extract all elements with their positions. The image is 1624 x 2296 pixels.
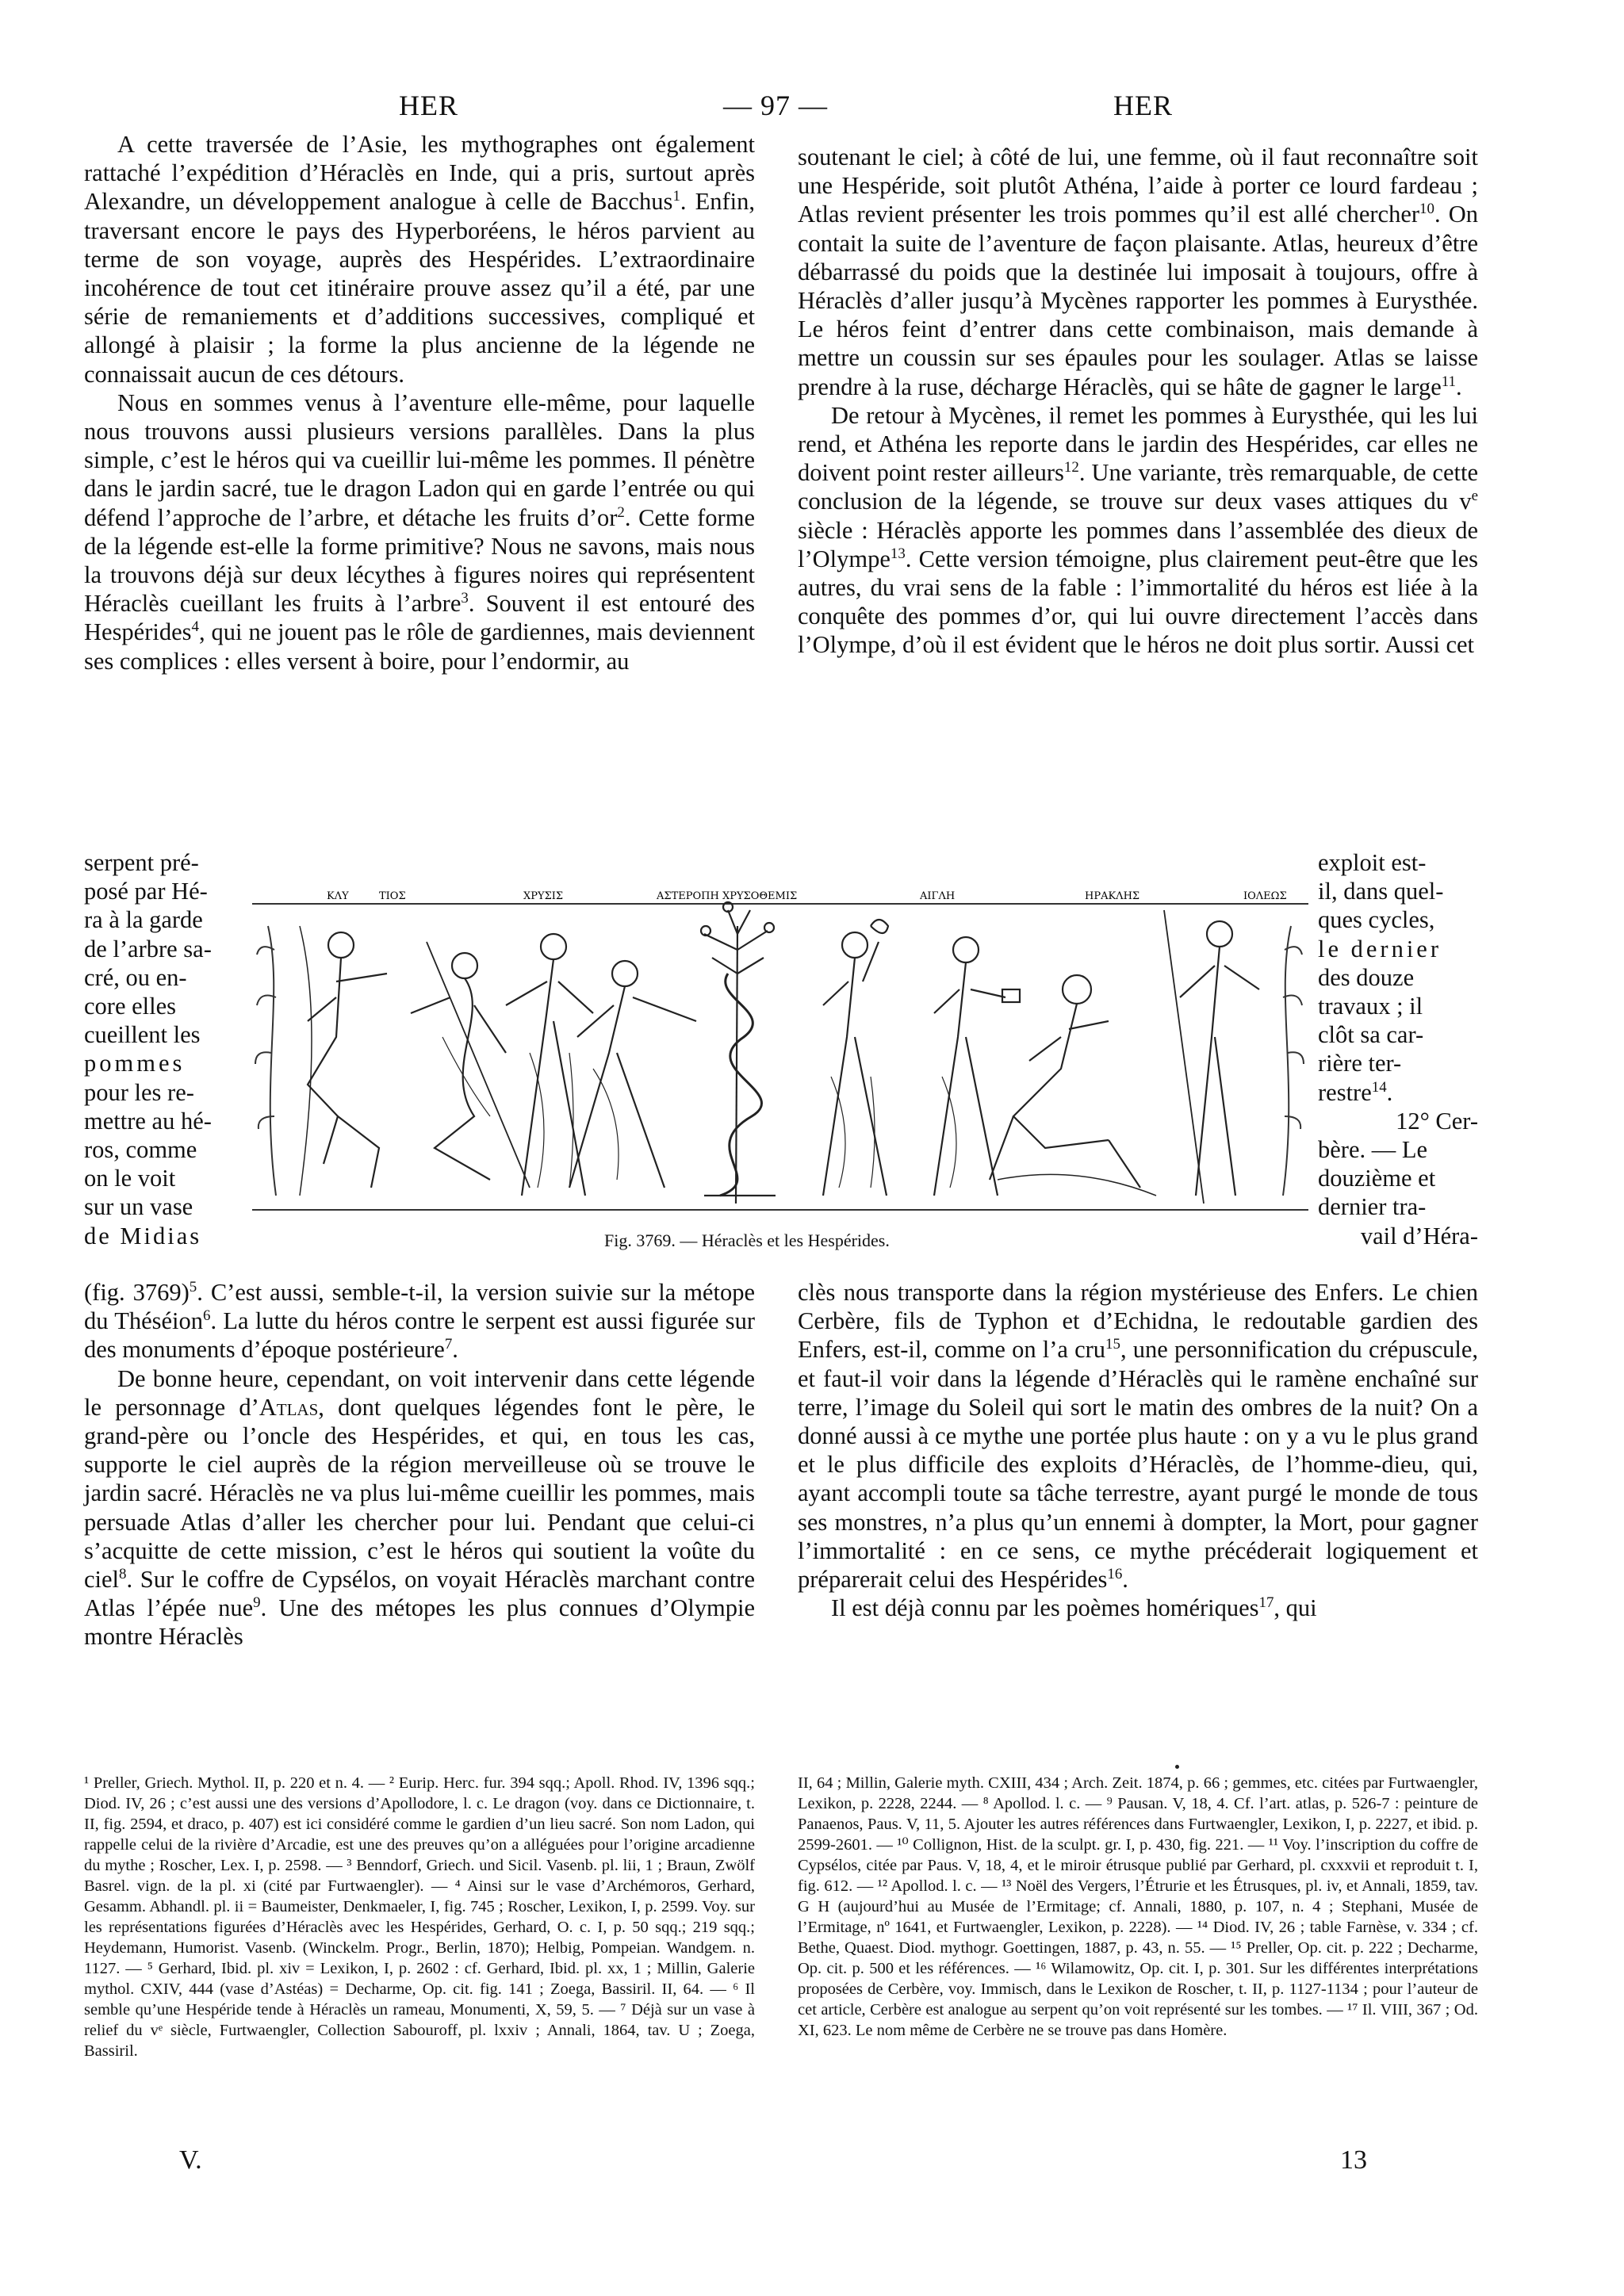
text-line: core elles [84, 993, 176, 1020]
paragraph: clès nous transporte dans la région mystérieuse des Enfers. Le chien Cerbère, fils de Typhon et d’Echidna, le redoutable gardien des Enfers, est-il, comme on l’a cru$^{15}$, une personnification du crépuscule, et faut-il voir dans la légende d’Héraclès qui le ramène enchaîné sur terre, l’image du Soleil qui sort le matin des ombres de la nuit? On a donné aussi à ce mythe une portée plus haute : on y a vu le plus grand et le plus difficile des exploits d’Héraclès, de l’homme-dieu, qui, ayant accompli toute sa tâche terrestre, ayant purgé le monde de tous ses monstres, n’a plus qu’un ennemi à dompter, la Mort, pour gagner l’immortalité : en ce sens, ce mythe précéderait logiquement et préparerait celui des Hespérides$^{16}$. [798, 1279, 1478, 1594]
left-ornament [255, 926, 276, 1196]
text-line: bère. — Le [1318, 1136, 1428, 1164]
sheet-number: 13 [1340, 2145, 1367, 2175]
figure-vase-painting [252, 878, 1308, 1221]
right-column-top [798, 143, 1478, 660]
text-line: exploit est- [1318, 849, 1427, 876]
inscription: ΚΛΥ [327, 890, 349, 902]
paragraph: soutenant le ciel; à côté de lui, une femme, où il faut reconnaître soit une Hespéride, soit plutôt Athéna, l’aide à porter ce lourd fardeau ; Atlas revient présenter les trois pommes qu’il est allé chercher$^{10}$. On contait la suite de l’aventure de façon plaisante. Atlas, heureux d’être débarrassé du poids que la destinée lui imposait à toujours, offre à Héraclès d’aller jusqu’à Mycènes rapporter les pommes à Eurysthée. Le héros feint d’entrer dans cette combinaison, mais demande à mettre un coussin sur ses épaules pour les soulager. Atlas se laisse prendre à la ruse, décharge Héraclès, qui se hâte de gagner le large$^{11}$. [798, 144, 1478, 400]
text-line: dernier tra- [1318, 1193, 1427, 1221]
text-line: clôt sa car- [1318, 1021, 1424, 1049]
text-line: ra à la garde [84, 906, 203, 934]
paragraph: Nous en sommes venus à l’aventure elle-même, pour laquelle nous trouvons aussi plusieurs versions parallèles. Dans la plus simple, c’est le héros qui va cueillir lui-même les pommes. Il pénètre dans le jardin sacré, tue le dragon Ladon qui en garde l’entrée ou qui défend l’approche de l’arbre, et détache les fruits $d’or^2$. Cette forme de la légende est-elle la forme primitive? Nous ne savons, mais nous la trouvons déjà sur deux lécythes à figures noires qui représentent Héraclès cueillant les fruits à l’arbre$^3$. Souvent il est entouré des Hespérides$^4$, qui ne jouent pas le rôle de gardiennes, mais deviennent ses complices : elles versent à boire, pour l’endormir, au [84, 388, 755, 675]
left-column-bottom [84, 1278, 755, 1651]
text-line: rière ter- [1318, 1050, 1402, 1077]
footnotes-right: II, 64 ; Millin, Galerie myth. CXIII, 434 ; Arch. Zeit. 1874, p. 66 ; gemmes, etc. citées par Furtwaengler, Lexikon, p. 2228, 2244. — ⁸ Apollod. l. c. — ⁹ Pausan. V, 18, 4. Cf. l’art. atlas, p. 526-7 : peinture de Panaenos, Paus. V, 11, 5. Ajouter les autres références dans Furtwaengler, Lexikon, I, p. 2227, et ibid. p. 2599-2601. — ¹⁰ Collignon, Hist. de la sculpt. gr. I, p. 430, fig. 221. — ¹¹ Voy. l’inscription du coffre de Cypsélos, citée par Paus. V, 18, 4, et le miroir étrusque publié par Gerhard, pl. cxxxvii et reproduit t. I, fig. 612. — ¹² Apollod. l. c. — ¹³ Noël des Vergers, l’Étrurie et les Étrusques, pl. iv, et Annali, 1859, tav. G H (aujourd’hui au Musée de l’Ermitage; cf. Annali, 1880, p. 107, n. 4 ; Stephani, Musée de l’Ermitage, nº 1641, et Furtwaengler, Lexikon, p. 2228). — ¹⁴ Diod. IV, 26 ; table Farnèse, v. 334 ; cf. Bethe, Quaest. Diod. mythogr. Goettingen, 1887, p. 43, n. 55. — ¹⁵ Preller, Op. cit. p. 222 ; Decharme, Op. cit. p. 500 et les références. — ¹⁶ Wilamowitz, Op. cit. I, p. 301. Sur les différentes interprétations proposées de Cerbère, voy. Immisch, dans le Lexikon de Roscher, t. II, p. 1127-1134 ; pour l’auteur de cet article, Cerbère est analogue au serpent qu’on voit représenté sur les tombes. — ¹⁷ Il. VIII, 367 ; Od. XI, 623. Le nom même de Cerbère ne se trouve pas dans Homère. [798, 1774, 1478, 2039]
inscription: ΑΙΓΛΗ [920, 890, 956, 902]
figure-seated-heracles [990, 975, 1156, 1196]
text-line: de l’arbre sa- [84, 935, 212, 962]
paragraph: (fig. 3769)$^5$. C’est aussi, semble-t-il, la version suivie sur la métope du Théséion$^6$. La lutte du héros contre le serpent est aussi figurée sur des monuments d’époque postérieure$^7$. [84, 1278, 755, 1364]
text-line: 12° Cer- [1396, 1107, 1478, 1135]
left-narrow-column [84, 848, 243, 1250]
figure-kneeling-youth [300, 926, 387, 1196]
paragraph: Il est déjà connu par les poèmes homériques$^{17}$, qui [831, 1594, 1317, 1622]
signature-mark: V. [179, 2145, 202, 2175]
inscription: ΤΙΟΣ [379, 890, 406, 902]
text-line: cueillent les [84, 1021, 201, 1049]
text-line: douzième et [1318, 1165, 1436, 1192]
text-line: travaux ; il [1318, 993, 1423, 1020]
figure-standing-hesperid [506, 934, 593, 1196]
separator-dot [1175, 1765, 1179, 1769]
right-ornament [1283, 926, 1304, 1196]
figure-caption: Fig. 3769. — Héraclès et les Hespérides. [604, 1230, 890, 1250]
paragraph: De retour à Mycènes, il remet les pommes à Eurysthée, qui les lui rend, et Athéna les reporte dans le jardin des Hespérides, car elles ne doivent point rester ailleurs$^{12}$. Une variante, très remarquable, de cette conclusion de la légende, se trouve sur deux vases attiques du $v^e$ siècle : Héraclès apporte les pommes dans l’assemblée des dieux de l’Olympe$^{13}$. Cette version témoigne, plus clairement peut-être que les autres, du vrai sens de la fable : l’immortalité du héros est liée à la conquête des pommes d’or, qui lui ouvre directement l’accès dans l’Olympe, d’où il est évident que le héros ne doit plus sortir. Aussi cet [798, 401, 1478, 659]
text-line: on le voit [84, 1165, 176, 1192]
text-line: ros, comme [84, 1136, 197, 1164]
running-head-right: HER [1113, 90, 1173, 121]
paragraph: De bonne heure, cependant, on voit intervenir dans cette légende le personnage d’Atlas, dont quelques légendes font le père, le grand-père ou l’oncle des Hespérides, et qui, en tous les cas, supporte le ciel auprès de la région merveilleuse où se trouve le jardin sacré. Héraclès ne va plus lui-même cueillir les pommes, mais persuade Atlas d’aller les chercher pour lui. Pendant que celui-ci s’acquitte de cette mission, c’est le héros qui soutient la voûte du ciel$^8$. Sur le coffre de Cypsélos, on voyait Héraclès marchant contre Atlas l’épée nue$^9$. Une des métopes les plus connues d’Olympie montre Héraclès [84, 1364, 755, 1651]
text-line: posé par Hé- [84, 878, 208, 905]
figure-hesperid-with-box [934, 937, 1020, 1196]
footnotes-left: ¹ Preller, Griech. Mythol. II, p. 220 et n. 4. — ² Eurip. Herc. fur. 394 sqq.; Apoll. Rhod. IV, 1396 sqq.; Diod. IV, 26 ; c’est aussi une des versions d’Apollodore, l. c. Le dragon (voy. dans ce Dictionnaire, t. II, fig. 2594, et draco, p. 407) est ici considéré comme le gardien d’un lieu sacré. Son nom Ladon, qui rappelle celui de la rivière d’Arcadie, est une des preuves qu’on a alléguées pour l’origine arcadienne du mythe ; Roscher, Lex. I, p. 2598. — ³ Benndorf, Griech. und Sicil. Vasenb. pl. lii, 1 ; Braun, Zwölf Basrel. vign. de la pl. xi (cité par Furtwaengler). — ⁴ Ainsi sur le vase d’Archémoros, Gerhard, Gesamm. Abhandl. pl. ii = Baumeister, Denkmaeler, I, fig. 745 ; Roscher, Lexikon, I, p. 2599. Voy. sur les représentations figurées d’Héraclès avec les Hespérides, Gerhard, O. c. I, p. 50 sqq.; 219 sqq.; Heydemann, Humorist. Vasenb. (Winckelm. Progr., Berlin, 1870); Helbig, Pompeian. Wandgem. n. 1127. — ⁵ Gerhard, Ibid. pl. xiv = Lexikon, I, p. 2602 : cf. Gerhard, Ibid. pl. xx, 1 ; Millin, Galerie mythol. CXIV, 444 (vase d’Astéas) = Decharme, Op. cit. fig. 141 ; Zoega, Bassiril. II, 64. — ⁶ Il semble qu’une Hespéride tende à Héraclès un rameau, Monumenti, X, 59, 5. — ⁷ Déjà sur un vase à relief du vᵉ siècle, Furtwaengler, Collection Sabouroff, pl. lxxiv ; Annali, 1864, tav. U ; Zoega, Bassiril. [84, 1774, 755, 2060]
text-line: cré, ou en- [84, 963, 187, 991]
text-line: le dernier [1318, 935, 1442, 962]
text-line: serpent pré- [84, 849, 199, 876]
text-line: mettre au hé- [84, 1107, 212, 1135]
right-column-bottom [798, 1278, 1478, 1622]
text-line: vail d’Héra- [1360, 1222, 1478, 1249]
figure-seated-hesperid [411, 942, 530, 1188]
inscription: ΗΡΑΚΛΗΣ [1085, 890, 1140, 902]
figure-running-hesperid [569, 961, 696, 1188]
figure-standing-iolaos [1164, 910, 1259, 1203]
text-line: il, dans quel- [1318, 878, 1444, 905]
right-narrow-column [1318, 848, 1478, 1250]
paragraph: A cette traversée de l’Asie, les mythographes ont également rattaché l’expédition d’Héraclès en Inde, qui a pris, surtout après Alexandre, un développement analogue à celle de Bacchus$^1$. Enfin, traversant encore le pays des Hyperboréens, le héros parvient au terme de son voyage, auprès des Hespérides. L’extraordinaire incohérence de tout cet itinéraire prouve assez qu’il a été, par une série de remaniements et d’additions successives, compliqué et allongé à plaisir ; la forme la plus ancienne de la légende ne connaissait aucun de ces détours. [84, 131, 755, 388]
text-line: des douze [1318, 963, 1415, 991]
page-number: — 97 — [723, 90, 828, 121]
figure-hesperid-with-jug [823, 920, 888, 1196]
text-line: de Midias [84, 1222, 202, 1249]
running-head-left: HER [399, 90, 458, 121]
inscription: ΧΡΥΣΙΣ [523, 890, 564, 902]
inscription: ΙΟΛΕΩΣ [1243, 890, 1287, 902]
text-line: pommes [84, 1050, 186, 1077]
tree-with-serpent [701, 902, 776, 1203]
text-line: ques cycles, [1318, 906, 1435, 934]
text-line: sur un vase [84, 1193, 193, 1221]
text-line: pour les re- [84, 1078, 194, 1106]
text-line: restre$^{14}$. [1318, 1078, 1393, 1106]
vase-frieze-drawing [252, 878, 1308, 1221]
left-column-top [84, 130, 755, 675]
inscription: ΑΣΤΕΡΟΠΗ ΧΡΥΣΟΘΕΜΙΣ [657, 890, 798, 902]
